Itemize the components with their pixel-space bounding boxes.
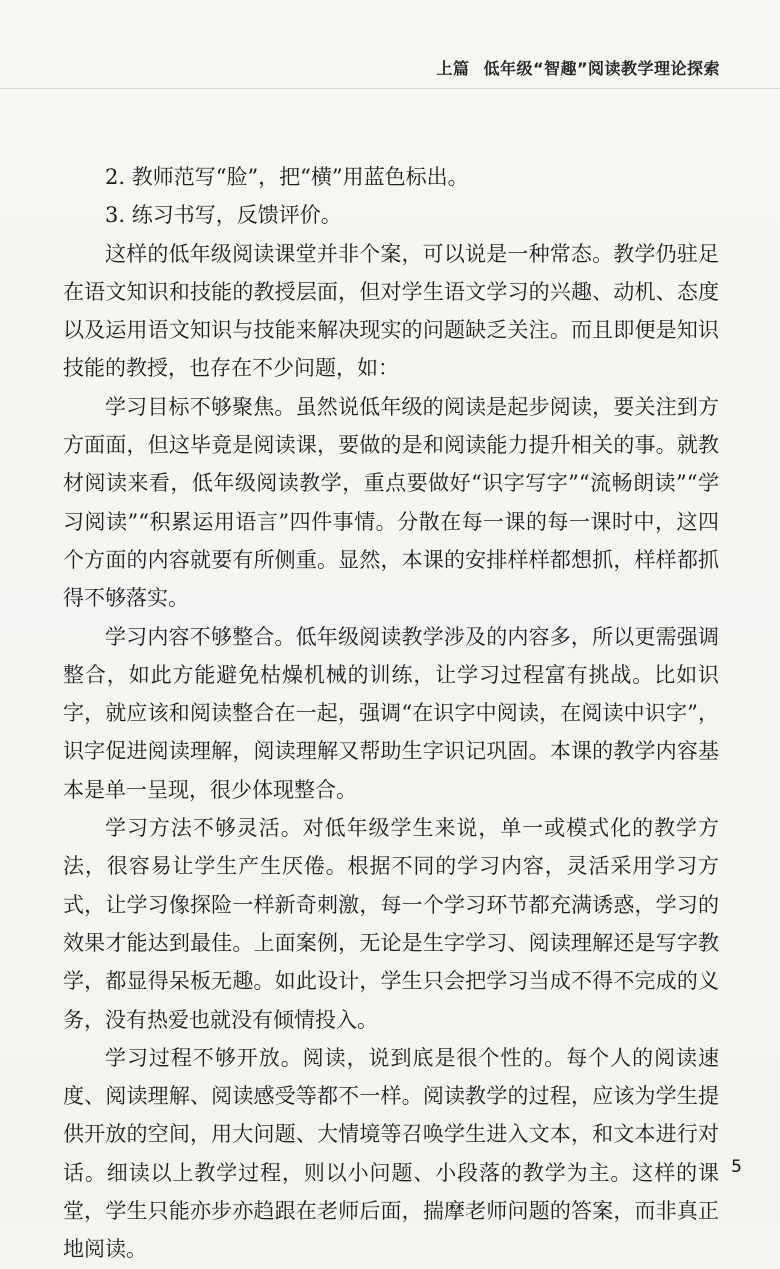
header-divider	[0, 88, 780, 89]
body-text	[63, 158, 719, 1269]
page-number: 5	[731, 1157, 742, 1177]
paragraph-methods: 学习方法不够灵活。对低年级学生来说，单一或模式化的教学方法，很容易让学生产生厌倦。根据不同的学习内容，灵活采用学习方式，让学习像探险一样新奇刺激，每一个学习环节都充满诱惑，学习的效果才能达到最佳。上面案例，无论是生字学习、阅读理解还是写字教学，都显得呆板无趣。如此设计，学生只会把学习当成不得不完成的义务，没有热爱也就没有倾情投入。	[63, 816, 719, 1032]
header-part: 上篇	[436, 59, 470, 78]
paragraph-intro: 这样的低年级阅读课堂并非个案，可以说是一种常态。教学仍驻足在语文知识和技能的教授层面，但对学生语文学习的兴趣、动机、态度以及运用语文知识与技能来解决现实的问题缺乏关注。而且即便是知识技能的教授，也存在不少问题，如：	[63, 241, 719, 381]
paragraph-content: 学习内容不够整合。低年级阅读教学涉及的内容多，所以更需强调整合，如此方能避免枯燥机械的训练，让学习过程富有挑战。比如识字，就应该和阅读整合在一起，强调“在识字中阅读，在阅读中识字”，识字促进阅读理解，阅读理解又帮助生字识记巩固。本课的教学内容基本是单一呈现，很少体现整合。	[63, 624, 719, 802]
paragraph-step-3: 3. 练习书写，反馈评价。	[105, 203, 342, 228]
header-title: 低年级“智趣”阅读教学理论探索	[483, 59, 720, 78]
running-header	[436, 56, 720, 79]
paragraph-step-2: 2. 教师范写“脸”，把“横”用蓝色标出。	[105, 165, 469, 189]
paragraph-goals: 学习目标不够聚焦。虽然说低年级的阅读是起步阅读，要关注到方方面面，但这毕竟是阅读课，要做的是和阅读能力提升相关的事。就教材阅读来看，低年级阅读教学，重点要做好“识字写字”“流畅朗读”“学习阅读”“积累运用语言”四件事情。分散在每一课的每一课时中，这四个方面的内容就要有所侧重。显然，本课的安排样样都想抓，样样都抓得不够落实。	[63, 394, 719, 611]
paragraph-process: 学习过程不够开放。阅读，说到底是很个性的。每个人的阅读速度、阅读理解、阅读感受等都不一样。阅读教学的过程，应该为学生提供开放的空间，用大问题、大情境等召唤学生进入文本，和文本进行对话。细读以上教学过程，则以小问题、小段落的教学为主。这样的课堂，学生只能亦步亦趋跟在老师后面，揣摩老师问题的答案，而非真正地阅读。	[63, 1045, 719, 1262]
